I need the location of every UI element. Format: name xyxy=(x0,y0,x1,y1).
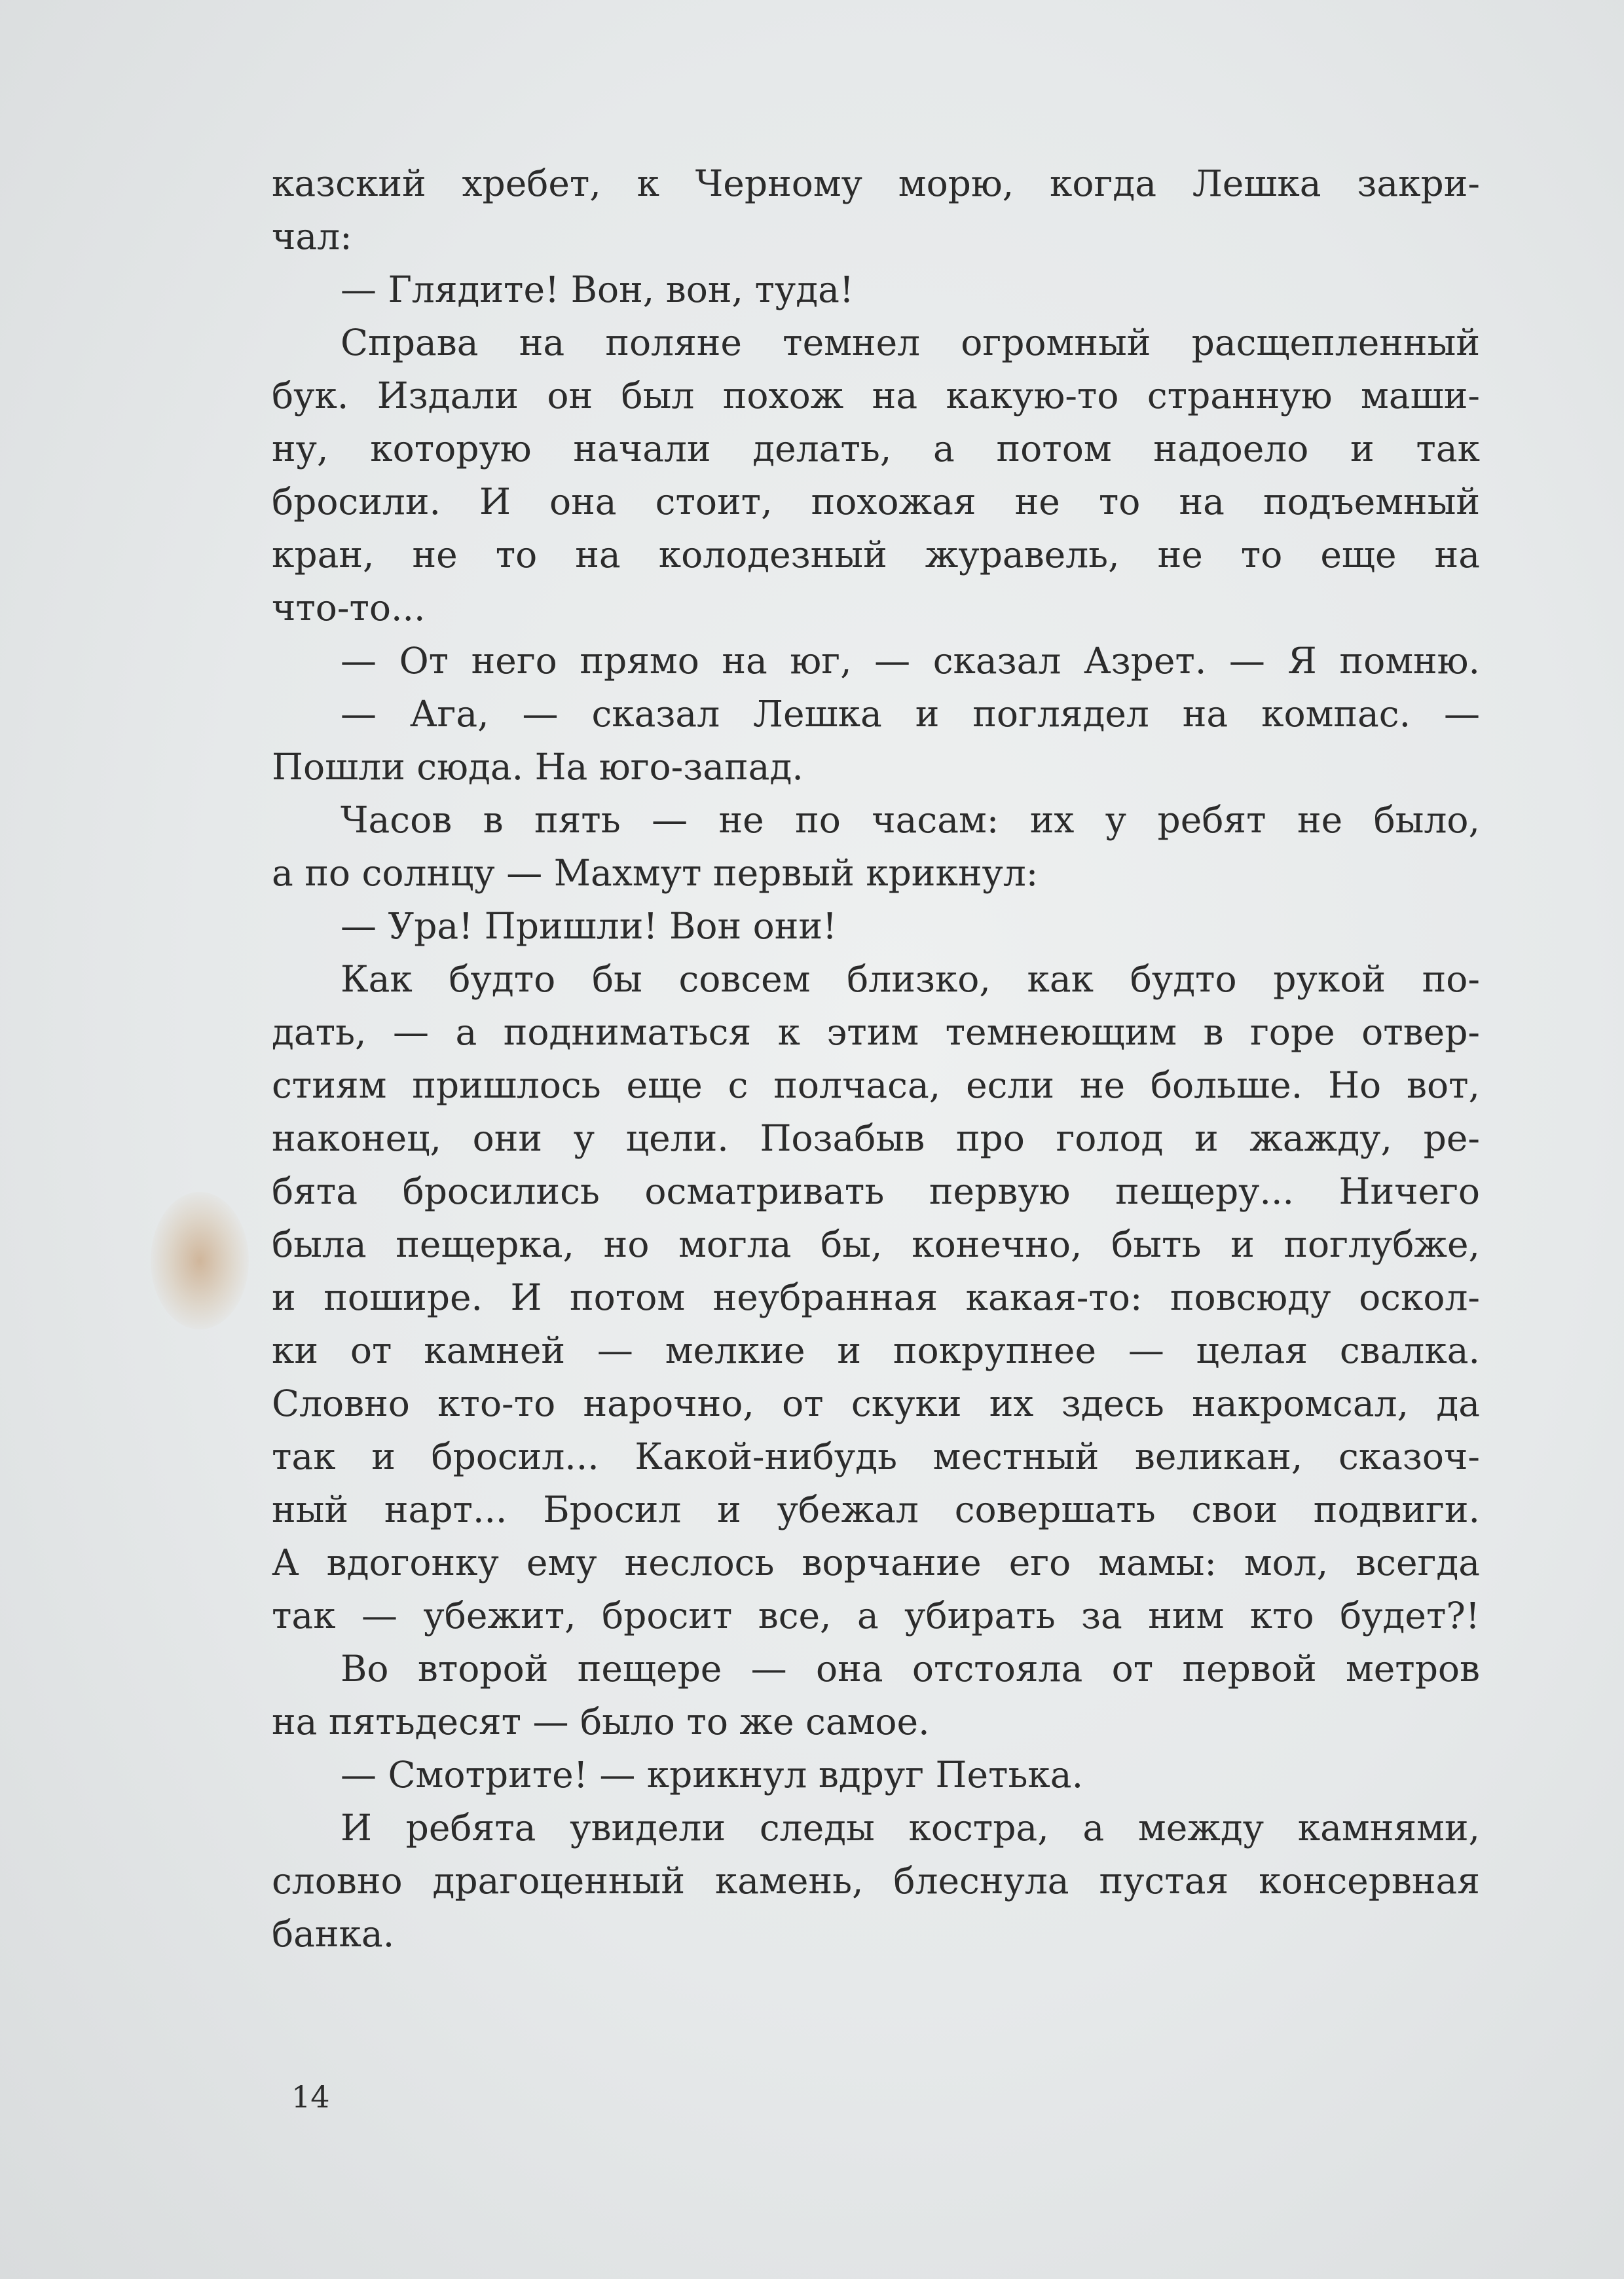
text-line: — Смотрите! — крикнул вдруг Петька. xyxy=(341,1754,1084,1796)
text-line: Справа на поляне темнел огромный расщепленный xyxy=(341,322,1480,363)
text-line: ки от камней — мелкие и покрупнее — целая свалка. xyxy=(272,1329,1480,1371)
text-line: — Ага, — сказал Лешка и поглядел на компас. — xyxy=(341,693,1480,735)
text-line: бята бросились осматривать первую пещеру... Ничего xyxy=(272,1170,1480,1212)
text-line: наконец, они у цели. Позабыв про голод и жажду, ре- xyxy=(272,1117,1480,1159)
text-line: была пещерка, но могла бы, конечно, быть и поглубже, xyxy=(272,1223,1480,1265)
page-number: 14 xyxy=(291,2079,330,2115)
text-line: чал: xyxy=(272,215,352,257)
text-line: Часов в пять — не по часам: их у ребят не было, xyxy=(341,799,1480,841)
text-line: банка. xyxy=(272,1913,395,1955)
text-line: а по солнцу — Махмут первый крикнул: xyxy=(272,852,1039,894)
text-line: на пятьдесят — было то же самое. xyxy=(272,1701,930,1743)
text-line: А вдогонку ему неслось ворчание его мамы: мол, всегда xyxy=(272,1542,1480,1584)
body-text xyxy=(272,157,1480,1961)
text-line: Во второй пещере — она отстояла от первой метров xyxy=(341,1648,1480,1690)
text-line: дать, — а подниматься к этим темнеющим в горе отвер- xyxy=(272,1011,1480,1053)
text-line: что-то... xyxy=(272,587,426,629)
text-line: И ребята увидели следы костра, а между камнями, xyxy=(341,1807,1480,1849)
text-line: кран, не то на колодезный журавель, не то еще на xyxy=(272,534,1480,576)
text-line: так — убежит, бросит все, а убирать за ним кто будет?! xyxy=(272,1595,1480,1637)
text-line: так и бросил... Какой-нибудь местный великан, сказоч- xyxy=(272,1436,1480,1477)
text-line: бук. Издали он был похож на какую-то странную маши- xyxy=(272,375,1480,417)
text-line: ну, которую начали делать, а потом надоело и так xyxy=(272,428,1480,470)
text-line: Как будто бы совсем близко, как будто рукой по- xyxy=(341,958,1480,1000)
text-line: — Ура! Пришли! Вон они! xyxy=(341,905,838,947)
text-line: и пошире. И потом неубранная какая-то: повсюду оскол- xyxy=(272,1276,1480,1318)
text-line: казский хребет, к Черному морю, когда Лешка закри- xyxy=(272,162,1480,204)
text-line: — От него прямо на юг, — сказал Азрет. — Я помню. xyxy=(341,640,1480,682)
text-line: бросили. И она стоит, похожая не то на подъемный xyxy=(272,481,1480,523)
text-line: словно драгоценный камень, блеснула пустая консервная xyxy=(272,1860,1480,1902)
paper-stain xyxy=(151,1192,249,1329)
text-line: Словно кто-то нарочно, от скуки их здесь накромсал, да xyxy=(272,1382,1480,1424)
text-line: Пошли сюда. На юго-запад. xyxy=(272,746,803,788)
text-line: стиям пришлось еще с полчаса, если не больше. Но вот, xyxy=(272,1064,1480,1106)
text-line: ный нарт... Бросил и убежал совершать свои подвиги. xyxy=(272,1489,1480,1530)
text-line: — Глядите! Вон, вон, туда! xyxy=(341,269,855,310)
